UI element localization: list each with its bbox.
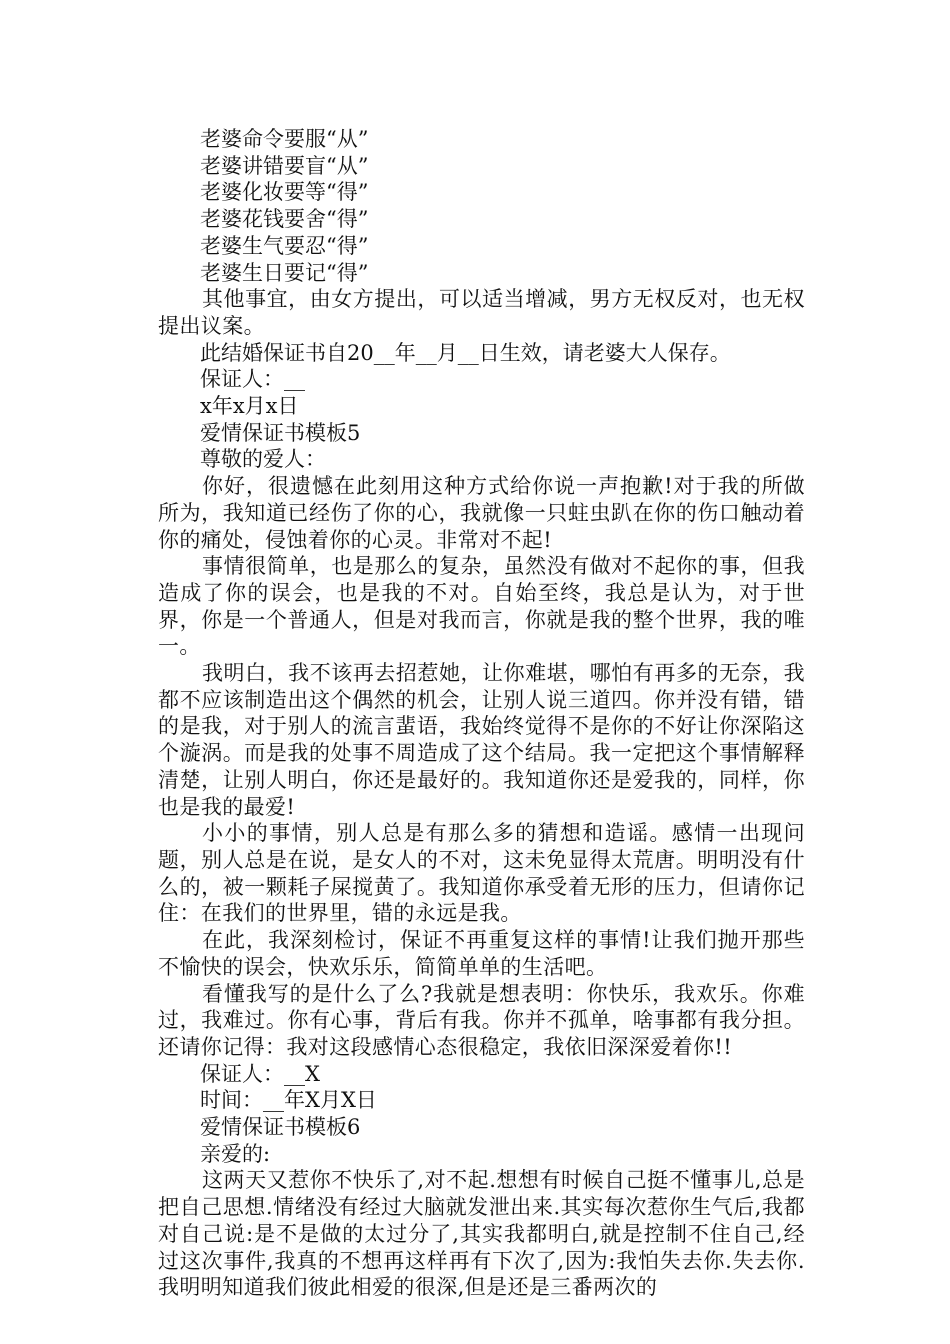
text-line: 爱情保证书模板5 (200, 420, 361, 445)
text-line: 老婆讲错要盲“从” (200, 153, 369, 178)
paragraph: 看懂我写的是什么了么?我就是想表明：你快乐，我欢乐。你难过，我难过。你有心事，背后有我。你并不孤单，啥事都有我分担。还请你记得：我对这段感情心态很稳定，我依旧深深爱着你!! (158, 981, 805, 1059)
text-line: 老婆命令要服“从” (200, 127, 369, 151)
paragraph: 你好，很遗憾在此刻用这种方式给你说一声抱歉!对于我的所做所为，我知道已经伤了你的心，我就像一只蛀虫趴在你的伤口触动着你的痛处，侵蚀着你的心灵。非常对不起! (158, 474, 805, 552)
text-line: 保证人：__ (200, 367, 305, 392)
text-line: 保证人：__X (200, 1061, 320, 1086)
paragraph: 这两天又惹你不快乐了,对不起.想想有时候自己挺不懂事儿,总是把自己思想.情绪没有经过大脑就发泄出来.其实每次惹你生气后,我都对自己说:是不是做的太过分了,其实我都明白,就是控制不住自己,经过这次事件,我真的不想再这样再有下次了,因为:我怕失去你.失去你.我明明知道我们彼此相爱的很深,但是还是三番两次的 (158, 1168, 805, 1300)
text-line: 时间：__年X月X日 (200, 1088, 377, 1113)
text-line: 尊敬的爱人： (200, 447, 326, 472)
paragraph: 在此，我深刻检讨，保证不再重复这样的事情!让我们抛开那些不愉快的误会，快欢乐乐，简简单单的生活吧。 (158, 928, 805, 979)
text-line: 老婆生气要忍“得” (200, 233, 369, 258)
paragraph: 事情很简单，也是那么的复杂，虽然没有做对不起你的事，但我造成了你的误会，也是我的不对。自始至终，我总是认为，对于世界，你是一个普通人，但是对我而言，你就是我的整个世界，我的唯一。 (158, 554, 805, 659)
paragraph: 我明白，我不该再去招惹她，让你难堪，哪怕有再多的无奈，我都不应该制造出这个偶然的机会，让别人说三道四。你并没有错，错的是我，对于别人的流言蜚语，我始终觉得不是你的不好让你深陷这个漩涡。而是我的处事不周造成了这个结局。我一定把这个事情解释清楚，让别人明白，你还是最好的。我知道你还是爱我的，同样，你也是我的最爱! (158, 661, 805, 819)
text-line: 此结婚保证书自20__年__月__日生效，请老婆大人保存。 (200, 340, 731, 365)
text-line: 老婆花钱要舍“得” (200, 207, 369, 232)
paragraph: 其他事宜，由女方提出，可以适当增减，男方无权反对，也无权提出议案。 (158, 287, 805, 338)
text-line: 亲爱的: (200, 1141, 271, 1166)
paragraph: 小小的事情，别人总是有那么多的猜想和造谣。感情一出现问题，别人总是在说，是女人的不对，这未免显得太荒唐。明明没有什么的，被一颗耗子屎搅黄了。我知道你承受着无形的压力，但请你记住：在我们的世界里，错的永远是我。 (158, 821, 805, 926)
text-line: 老婆化妆要等“得” (200, 180, 369, 205)
text-line: x年x月x日 (200, 394, 299, 419)
text-line: 老婆生日要记“得” (200, 260, 369, 285)
text-line: 爱情保证书模板6 (200, 1115, 361, 1140)
document-page (158, 126, 805, 1301)
